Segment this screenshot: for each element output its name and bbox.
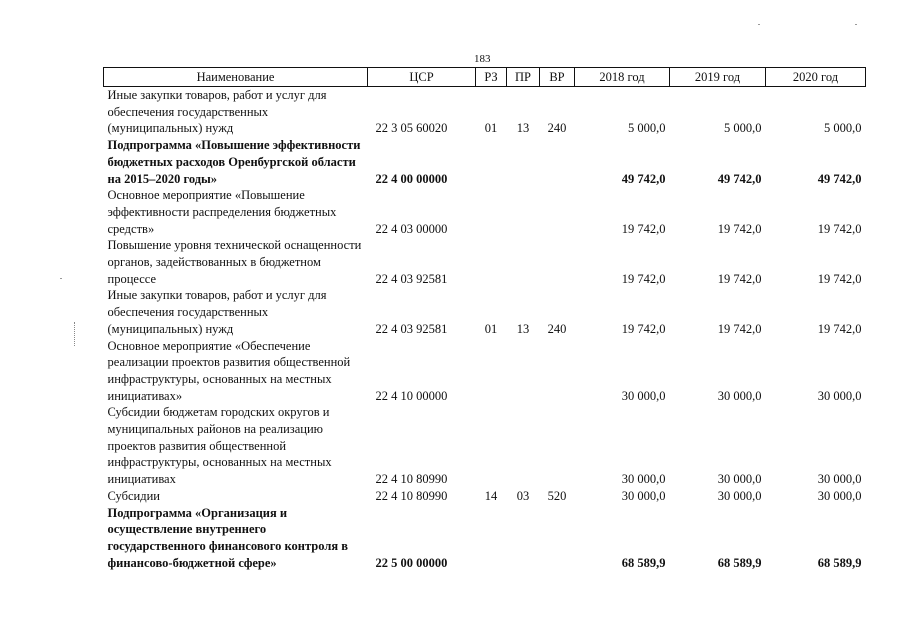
scan-speck: [855, 24, 857, 25]
row-name: Основное мероприятие «Повышение эффективности распределения бюджетных средств»: [107, 188, 337, 236]
row-rz: [476, 237, 507, 287]
row-2018: 68 589,9: [621, 555, 666, 570]
row-rz: [476, 338, 507, 405]
row-2020: 19 742,0: [817, 321, 862, 336]
row-2018: 30 000,0: [621, 488, 666, 503]
table-row: [104, 404, 866, 488]
row-rz: [476, 505, 507, 572]
row-2020: 30 000,0: [817, 388, 862, 403]
row-csr: 22 4 10 80990: [375, 488, 448, 503]
row-2020: 19 742,0: [817, 221, 862, 236]
row-csr: 22 3 05 60020: [375, 121, 448, 136]
header-2018: 2018 год: [575, 68, 670, 87]
row-vr: 240: [547, 321, 567, 336]
row-vr: 520: [547, 488, 567, 503]
row-vr: [540, 137, 575, 187]
row-csr: 22 5 00 00000: [375, 555, 448, 570]
row-csr: 22 4 03 00000: [375, 221, 448, 236]
row-2020: 68 589,9: [817, 555, 862, 570]
header-csr: ЦСР: [368, 68, 476, 87]
row-name: Субсидии бюджетам городских округов и муниципальных районов на реализацию проектов развития общественной инфраструктуры, основанных на местных инициативах: [107, 405, 332, 487]
row-vr: [540, 505, 575, 572]
row-name: Иные закупки товаров, работ и услуг для обеспечения государственных (муниципальных) нужд: [107, 88, 327, 136]
scan-speck: [758, 24, 760, 25]
row-2019: 19 742,0: [717, 271, 762, 286]
row-rz: 14: [484, 488, 498, 503]
row-vr: [540, 404, 575, 488]
row-2019: 19 742,0: [717, 221, 762, 236]
table-header: [104, 68, 866, 87]
row-2019: 30 000,0: [717, 488, 762, 503]
row-rz: 01: [484, 321, 498, 336]
row-pr: [507, 338, 540, 405]
table-row: [104, 488, 866, 505]
row-2019: 49 742,0: [717, 171, 762, 186]
row-csr: 22 4 03 92581: [375, 321, 448, 336]
row-2020: 49 742,0: [817, 171, 862, 186]
row-rz: [476, 187, 507, 237]
header-rz: РЗ: [476, 68, 507, 87]
row-name: Субсидии: [107, 488, 160, 503]
row-name: Подпрограмма «Организация и осуществление внутреннего государственного финансового контроля в финансово-бюджетной сфере»: [107, 505, 348, 570]
table-row: [104, 287, 866, 337]
header-vr: ВР: [540, 68, 575, 87]
table-row: [104, 505, 866, 572]
row-2020: 19 742,0: [817, 271, 862, 286]
row-pr: 13: [516, 321, 530, 336]
row-2019: 68 589,9: [717, 555, 762, 570]
row-2019: 19 742,0: [717, 321, 762, 336]
row-pr: [507, 187, 540, 237]
row-csr: 22 4 10 00000: [375, 388, 448, 403]
row-2019: 30 000,0: [717, 388, 762, 403]
table-row: [104, 187, 866, 237]
table-row: [104, 338, 866, 405]
table-body: [104, 87, 866, 572]
row-2020: 30 000,0: [817, 488, 862, 503]
header-name: Наименование: [104, 68, 368, 87]
row-rz: [476, 404, 507, 488]
row-pr: 03: [516, 488, 530, 503]
row-csr: 22 4 10 80990: [375, 472, 448, 487]
row-2018: 5 000,0: [628, 121, 666, 136]
row-pr: 13: [516, 121, 530, 136]
row-vr: 240: [547, 121, 567, 136]
row-name: Повышение уровня технической оснащенности органов, задействованных в бюджетном процессе: [107, 238, 362, 286]
row-vr: [540, 338, 575, 405]
row-2019: 5 000,0: [724, 121, 762, 136]
header-pr: ПР: [507, 68, 540, 87]
row-vr: [540, 237, 575, 287]
row-2018: 19 742,0: [621, 221, 666, 236]
row-pr: [507, 505, 540, 572]
table-row: [104, 137, 866, 187]
row-name: Основное мероприятие «Обеспечение реализации проектов развития общественной инфраструктуры, основанных на местных инициативах»: [107, 338, 351, 403]
row-csr: 22 4 03 92581: [375, 271, 448, 286]
row-2018: 49 742,0: [621, 171, 666, 186]
header-2019: 2019 год: [670, 68, 766, 87]
row-pr: [507, 404, 540, 488]
row-2019: 30 000,0: [717, 472, 762, 487]
page-number: 183: [474, 53, 491, 65]
row-2018: 30 000,0: [621, 472, 666, 487]
header-2020: 2020 год: [766, 68, 866, 87]
scan-speck: [60, 278, 62, 279]
row-name: Иные закупки товаров, работ и услуг для обеспечения государственных (муниципальных) нужд: [107, 288, 327, 336]
row-2018: 19 742,0: [621, 271, 666, 286]
row-pr: [507, 137, 540, 187]
margin-scan-marks: [74, 322, 78, 346]
row-2020: 5 000,0: [824, 121, 862, 136]
row-csr: 22 4 00 00000: [375, 171, 448, 186]
row-2018: 19 742,0: [621, 321, 666, 336]
row-2020: 30 000,0: [817, 472, 862, 487]
budget-table: [103, 67, 866, 571]
table-row: [104, 237, 866, 287]
table-row: [104, 87, 866, 138]
row-name: Подпрограмма «Повышение эффективности бюджетных расходов Оренбургской области на 2015–2020 годы»: [107, 138, 361, 186]
row-rz: 01: [484, 121, 498, 136]
row-pr: [507, 237, 540, 287]
row-rz: [476, 137, 507, 187]
row-vr: [540, 187, 575, 237]
row-2018: 30 000,0: [621, 388, 666, 403]
